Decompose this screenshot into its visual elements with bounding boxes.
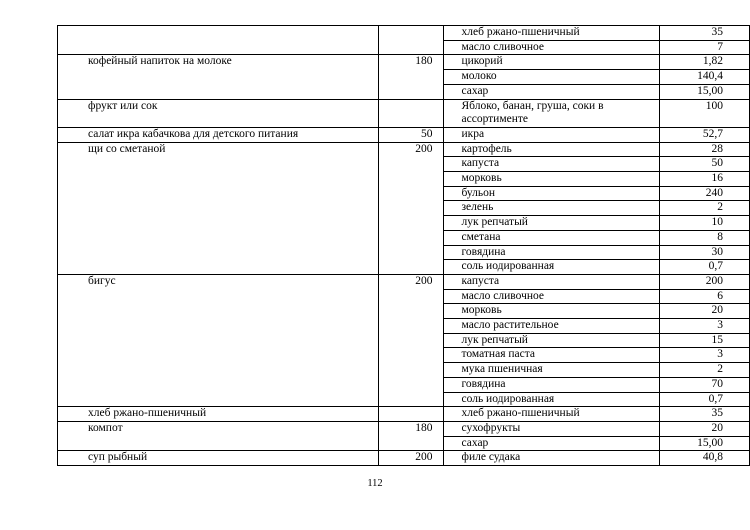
dish-output-cell: 180: [379, 421, 443, 450]
quantity-cell: 8: [659, 230, 749, 245]
ingredient-cell: сахар: [443, 436, 659, 451]
quantity-cell: 2: [659, 201, 749, 216]
ingredient-cell: картофель: [443, 142, 659, 157]
ingredient-cell: говядина: [443, 245, 659, 260]
ingredient-cell: сухофрукты: [443, 421, 659, 436]
dish-output-cell: 50: [379, 127, 443, 142]
ingredient-cell: Яблоко, банан, груша, соки в ассортименте: [443, 99, 659, 127]
ingredient-cell: соль иодированная: [443, 392, 659, 407]
table-row: [58, 127, 750, 142]
dish-output-cell: [379, 26, 443, 55]
dish-output-cell: 200: [379, 274, 443, 406]
ingredient-cell: говядина: [443, 377, 659, 392]
ingredient-cell: бульон: [443, 186, 659, 201]
quantity-cell: 3: [659, 319, 749, 334]
ingredient-cell: филе судака: [443, 451, 659, 466]
quantity-cell: 200: [659, 274, 749, 289]
quantity-cell: 35: [659, 26, 749, 41]
table-row: [58, 421, 750, 436]
dish-name-cell: хлеб ржано-пшеничный: [58, 407, 379, 422]
dish-name-cell: кофейный напиток на молоке: [58, 55, 379, 99]
ingredient-cell: хлеб ржано-пшеничный: [443, 407, 659, 422]
menu-table: [57, 25, 750, 466]
ingredient-cell: икра: [443, 127, 659, 142]
table-row: [58, 26, 750, 41]
dish-output-cell: 200: [379, 451, 443, 466]
quantity-cell: 16: [659, 172, 749, 187]
quantity-cell: 1,82: [659, 55, 749, 70]
quantity-cell: 15: [659, 333, 749, 348]
dish-output-cell: 200: [379, 142, 443, 274]
quantity-cell: 3: [659, 348, 749, 363]
quantity-cell: 28: [659, 142, 749, 157]
table-row: [58, 99, 750, 127]
ingredient-cell: молоко: [443, 70, 659, 85]
quantity-cell: 52,7: [659, 127, 749, 142]
quantity-cell: 2: [659, 363, 749, 378]
dish-name-cell: [58, 26, 379, 55]
dish-output-cell: [379, 99, 443, 127]
ingredient-cell: морковь: [443, 172, 659, 187]
ingredient-cell: масло сливочное: [443, 40, 659, 55]
dish-name-cell: фрукт или сок: [58, 99, 379, 127]
dish-name-cell: бигус: [58, 274, 379, 406]
quantity-cell: 50: [659, 157, 749, 172]
quantity-cell: 15,00: [659, 436, 749, 451]
quantity-cell: 0,7: [659, 260, 749, 275]
quantity-cell: 240: [659, 186, 749, 201]
quantity-cell: 70: [659, 377, 749, 392]
dish-name-cell: щи со сметаной: [58, 142, 379, 274]
dish-name-cell: компот: [58, 421, 379, 450]
ingredient-cell: лук репчатый: [443, 216, 659, 231]
table-row: [58, 274, 750, 289]
ingredient-cell: сметана: [443, 230, 659, 245]
quantity-cell: 7: [659, 40, 749, 55]
ingredient-cell: хлеб ржано-пшеничный: [443, 26, 659, 41]
quantity-cell: 15,00: [659, 84, 749, 99]
ingredient-cell: томатная паста: [443, 348, 659, 363]
page-number: 112: [367, 478, 383, 489]
quantity-cell: 10: [659, 216, 749, 231]
ingredient-cell: масло растительное: [443, 319, 659, 334]
table-row: [58, 55, 750, 70]
dish-output-cell: [379, 407, 443, 422]
ingredient-cell: капуста: [443, 274, 659, 289]
quantity-cell: 140,4: [659, 70, 749, 85]
ingredient-cell: цикорий: [443, 55, 659, 70]
dish-name-cell: суп рыбный: [58, 451, 379, 466]
ingredient-cell: масло сливочное: [443, 289, 659, 304]
quantity-cell: 35: [659, 407, 749, 422]
dish-output-cell: 180: [379, 55, 443, 99]
ingredient-cell: морковь: [443, 304, 659, 319]
ingredient-cell: соль иодированная: [443, 260, 659, 275]
quantity-cell: 30: [659, 245, 749, 260]
ingredient-cell: капуста: [443, 157, 659, 172]
quantity-cell: 20: [659, 421, 749, 436]
quantity-cell: 100: [659, 99, 749, 127]
table-row: [58, 142, 750, 157]
table-row: [58, 451, 750, 466]
quantity-cell: 40,8: [659, 451, 749, 466]
quantity-cell: 20: [659, 304, 749, 319]
table-row: [58, 407, 750, 422]
ingredient-cell: зелень: [443, 201, 659, 216]
ingredient-cell: мука пшеничная: [443, 363, 659, 378]
ingredient-cell: сахар: [443, 84, 659, 99]
quantity-cell: 6: [659, 289, 749, 304]
ingredient-cell: лук репчатый: [443, 333, 659, 348]
quantity-cell: 0,7: [659, 392, 749, 407]
dish-name-cell: салат икра кабачкова для детского питания: [58, 127, 379, 142]
